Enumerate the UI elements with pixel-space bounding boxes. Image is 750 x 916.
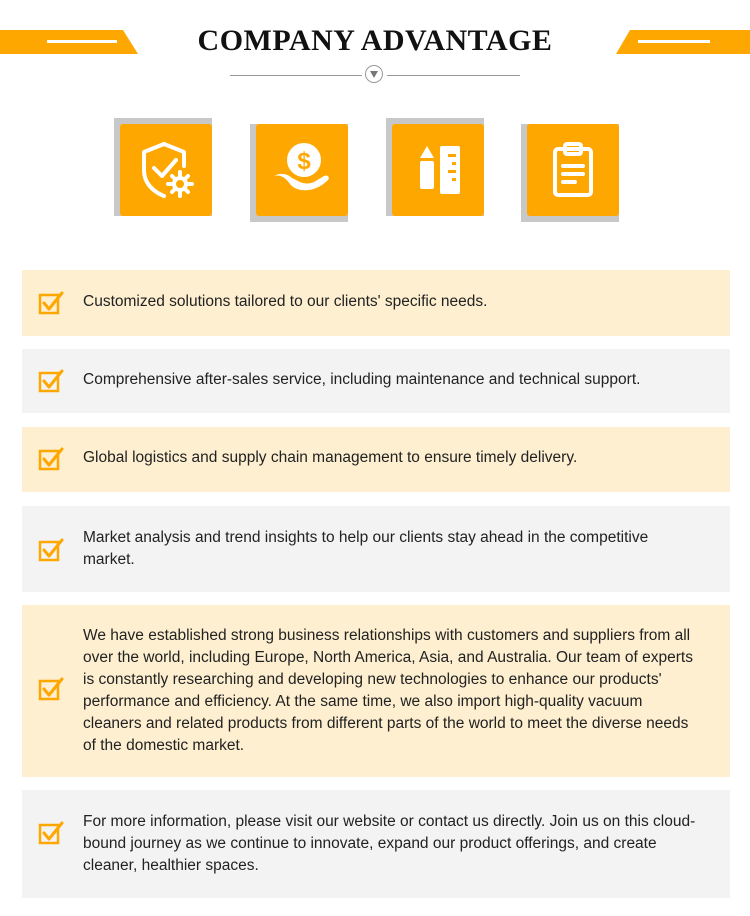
- advantage-text: Market analysis and trend insights to help our clients stay ahead in the competitive market.: [83, 529, 649, 568]
- checkbox-check-icon: [38, 447, 64, 471]
- shield-gear-icon: [134, 138, 198, 202]
- divider-right: [387, 75, 520, 76]
- checkbox-check-icon: [38, 821, 64, 845]
- pencil-ruler-icon-tile: [386, 118, 490, 222]
- advantage-text: Customized solutions tailored to our clients' specific needs.: [83, 293, 488, 310]
- list-item: [22, 349, 730, 413]
- checkbox-check-icon: [38, 538, 64, 562]
- pencil-ruler-icon: [406, 138, 470, 202]
- clipboard-icon: [541, 138, 605, 202]
- divider-left: [230, 75, 362, 76]
- list-item: [22, 790, 730, 898]
- dollar-hand-icon: [270, 138, 334, 202]
- list-item: [22, 506, 730, 592]
- list-item: [22, 427, 730, 492]
- checkbox-check-icon: [38, 369, 64, 393]
- advantage-text: Comprehensive after-sales service, including maintenance and technical support.: [83, 371, 641, 388]
- list-item: [22, 270, 730, 336]
- dollar-hand-icon-tile: [250, 118, 354, 222]
- clipboard-icon-tile: [521, 118, 625, 222]
- shield-gear-icon-tile: [114, 118, 218, 222]
- list-item: [22, 605, 730, 777]
- advantage-text: We have established strong business relationships with customers and suppliers from all over the world, including Europe, North America, Asia, and Australia. Our team of experts is constantly researching and developing new technologies to enhance our products' performance and efficiency. At the same time, we also import high-quality vacuum cleaners and related products from different parts of the world to meet the diverse needs of the domestic market.: [83, 627, 693, 754]
- svg-text:$: $: [297, 148, 311, 175]
- checkbox-check-icon: [38, 291, 64, 315]
- checkbox-check-icon: [38, 677, 64, 701]
- advantage-text: For more information, please visit our website or contact us directly. Join us on this cloud-bound journey as we continue to innovate, expand our product offerings, and create cleaner, healthier spaces.: [83, 813, 696, 874]
- advantage-text: Global logistics and supply chain management to ensure timely delivery.: [83, 449, 578, 466]
- chevron-down-icon: [365, 65, 383, 83]
- page-title: COMPANY ADVANTAGE: [197, 24, 553, 57]
